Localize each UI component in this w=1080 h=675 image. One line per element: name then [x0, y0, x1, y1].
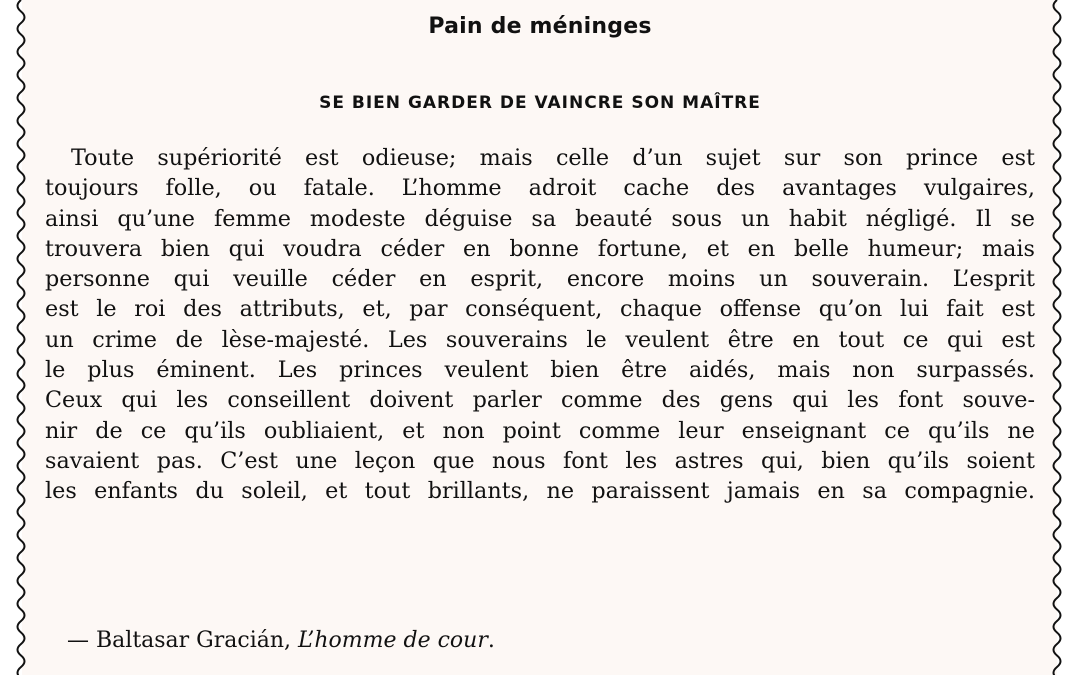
section-heading: SE BIEN GARDER DE VAINCRE SON MAÎTRE	[319, 93, 761, 113]
quote-line: ainsi qu’une femme modeste déguise sa beauté sous un habit négligé. Il se	[45, 205, 1035, 232]
quote-line: un crime de lèse-majesté. Les souverains le veulent être en tout ce qui est	[45, 326, 1035, 353]
quote-line: les enfants du soleil, et tout brillants, ne paraissent jamais en sa compagnie.	[45, 478, 1035, 505]
attribution-punctuation: .	[487, 628, 495, 653]
attribution-author: — Baltasar Gracián,	[67, 628, 299, 653]
quote-line: savaient pas. C’est une leçon que nous font les astres qui, bien qu’ils soient	[45, 447, 1035, 474]
quote-line: nir de ce qu’ils oubliaient, et non point comme leur enseignant ce qu’ils ne	[45, 417, 1035, 444]
quote-line: toujours folle, ou fatale. L’homme adroit cache des avantages vulgaires,	[45, 175, 1035, 202]
quote-line: Toute supériorité est odieuse; mais celle d’un sujet sur son prince est	[71, 145, 1035, 171]
quote-line: Ceux qui les conseillent doivent parler comme des gens qui les font souve-	[45, 387, 1035, 414]
quote-line: trouvera bien qui voudra céder en bonne fortune, et en belle humeur; mais	[45, 235, 1035, 262]
quote-line: personne qui veuille céder en esprit, encore moins un souverain. L’esprit	[45, 266, 1035, 293]
attribution	[67, 628, 495, 653]
quote-paragraph	[45, 143, 1035, 507]
quote-line: est le roi des attributs, et, par conséquent, chaque offense qu’on lui fait est	[45, 296, 1035, 323]
quote-line: le plus éminent. Les princes veulent bien être aidés, mais non surpassés.	[45, 357, 1035, 384]
attribution-work-title: L’homme de cour	[298, 628, 488, 653]
page-title: Pain de méninges	[428, 14, 652, 39]
